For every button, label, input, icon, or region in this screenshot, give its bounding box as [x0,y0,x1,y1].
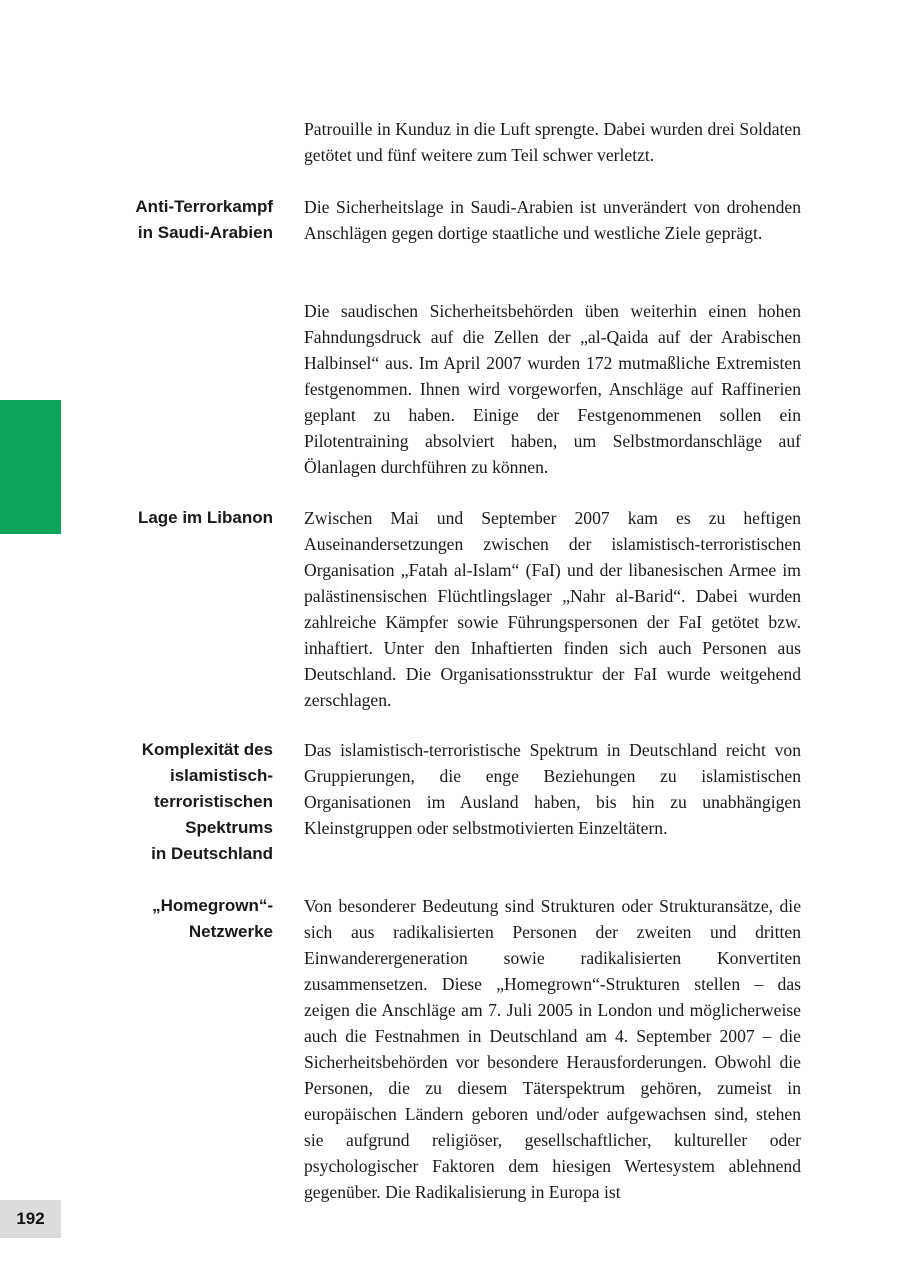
paragraph-lebanon: Zwischen Mai und September 2007 kam es zu heftigen Auseinandersetzungen zwischen der islamistisch-terroristischen Organisation „Fatah al-Islam“ (FaI) und der libanesischen Armee im palästinensischen Flüchtlingslager „Nahr al-Barid“. Dabei wurden zahlreiche Kämpfer sowie Führungspersonen der FaI getötet bzw. inhaftiert. Unter den Inhaftierten finden sich auch Personen aus Deutschland. Die Organisationsstruktur der FaI wurde weitgehend zerschlagen. [304,508,801,710]
page-number: 192 [0,1200,61,1238]
continuation-paragraph: Patrouille in Kunduz in die Luft sprengte. Dabei wurden drei Soldaten getötet und fünf weitere zum Teil schwer verletzt. [304,119,801,165]
side-heading-line: Anti-Terrorkampf [135,197,273,216]
side-heading-line: Lage im Libanon [137,508,273,527]
paragraph-saudi-arrests: Die saudischen Sicherheitsbehörden üben weiterhin einen hohen Fahndungsdruck auf die Zellen der „al-Qaida auf der Arabischen Halbinsel“ aus. Im April 2007 wurden 172 mutmaßliche Extremisten festgenommen. Ihnen wird vorgeworfen, Anschläge auf Raffinerien geplant zu haben. Einige der Festgenommenen sollen ein Pilotentraining absolviert haben, um Selbstmordanschläge auf Ölanlagen durchführen zu können. [304,301,801,477]
chapter-marker-tab [0,400,61,534]
side-heading-lebanon [73,505,273,531]
paragraph-homegrown: Von besonderer Bedeutung sind Strukturen oder Strukturansätze, die sich aus radikalisierten Personen der zweiten und dritten Einwanderergeneration sowie radikalisierten Konvertiten zusammensetzen. Diese „Homegrown“-Strukturen stellen – das zeigen die Anschläge am 7. Juli 2005 in London und möglicherweise auch die Festnahmen in Deutschland am 4. September 2007 – die Sicherheitsbehörden vor besondere Herausforderungen. Obwohl die Personen, die zu diesem Täterspektrum gehören, zumeist in europäischen Ländern geboren und/oder aufgewachsen sind, stehen sie aufgrund religiöser, gesellschaftlicher, kultureller oder psychologischer Faktoren dem hiesigen Wertesystem ablehnend gegenüber. Die Radikalisierung in Europa ist [304,896,801,1202]
side-heading-line: in Saudi-Arabien [137,223,273,242]
side-heading-homegrown [73,893,273,945]
side-heading-line: Komplexität des [141,740,273,759]
side-heading-complexity [73,737,273,867]
side-heading-line: Netzwerke [188,922,273,941]
side-heading-line: in Deutschland [151,844,273,863]
side-heading-anti-terror-saudi [73,194,273,246]
side-heading-line: Spektrums [185,818,273,837]
side-heading-line: islamistisch- [170,766,273,785]
side-heading-line: „Homegrown“- [152,896,273,915]
side-heading-line: terroristischen [153,792,273,811]
paragraph-saudi-security: Die Sicherheitslage in Saudi-Arabien ist unverändert von drohenden Anschlägen gegen dortige staatliche und westliche Ziele geprägt. [304,197,801,243]
paragraph-complexity: Das islamistisch-terroristische Spektrum in Deutschland reicht von Gruppierungen, die enge Beziehungen zu islamistischen Organisationen im Ausland haben, bis hin zu unabhängigen Kleinstgruppen oder selbstmotivierten Einzeltätern. [304,740,801,838]
